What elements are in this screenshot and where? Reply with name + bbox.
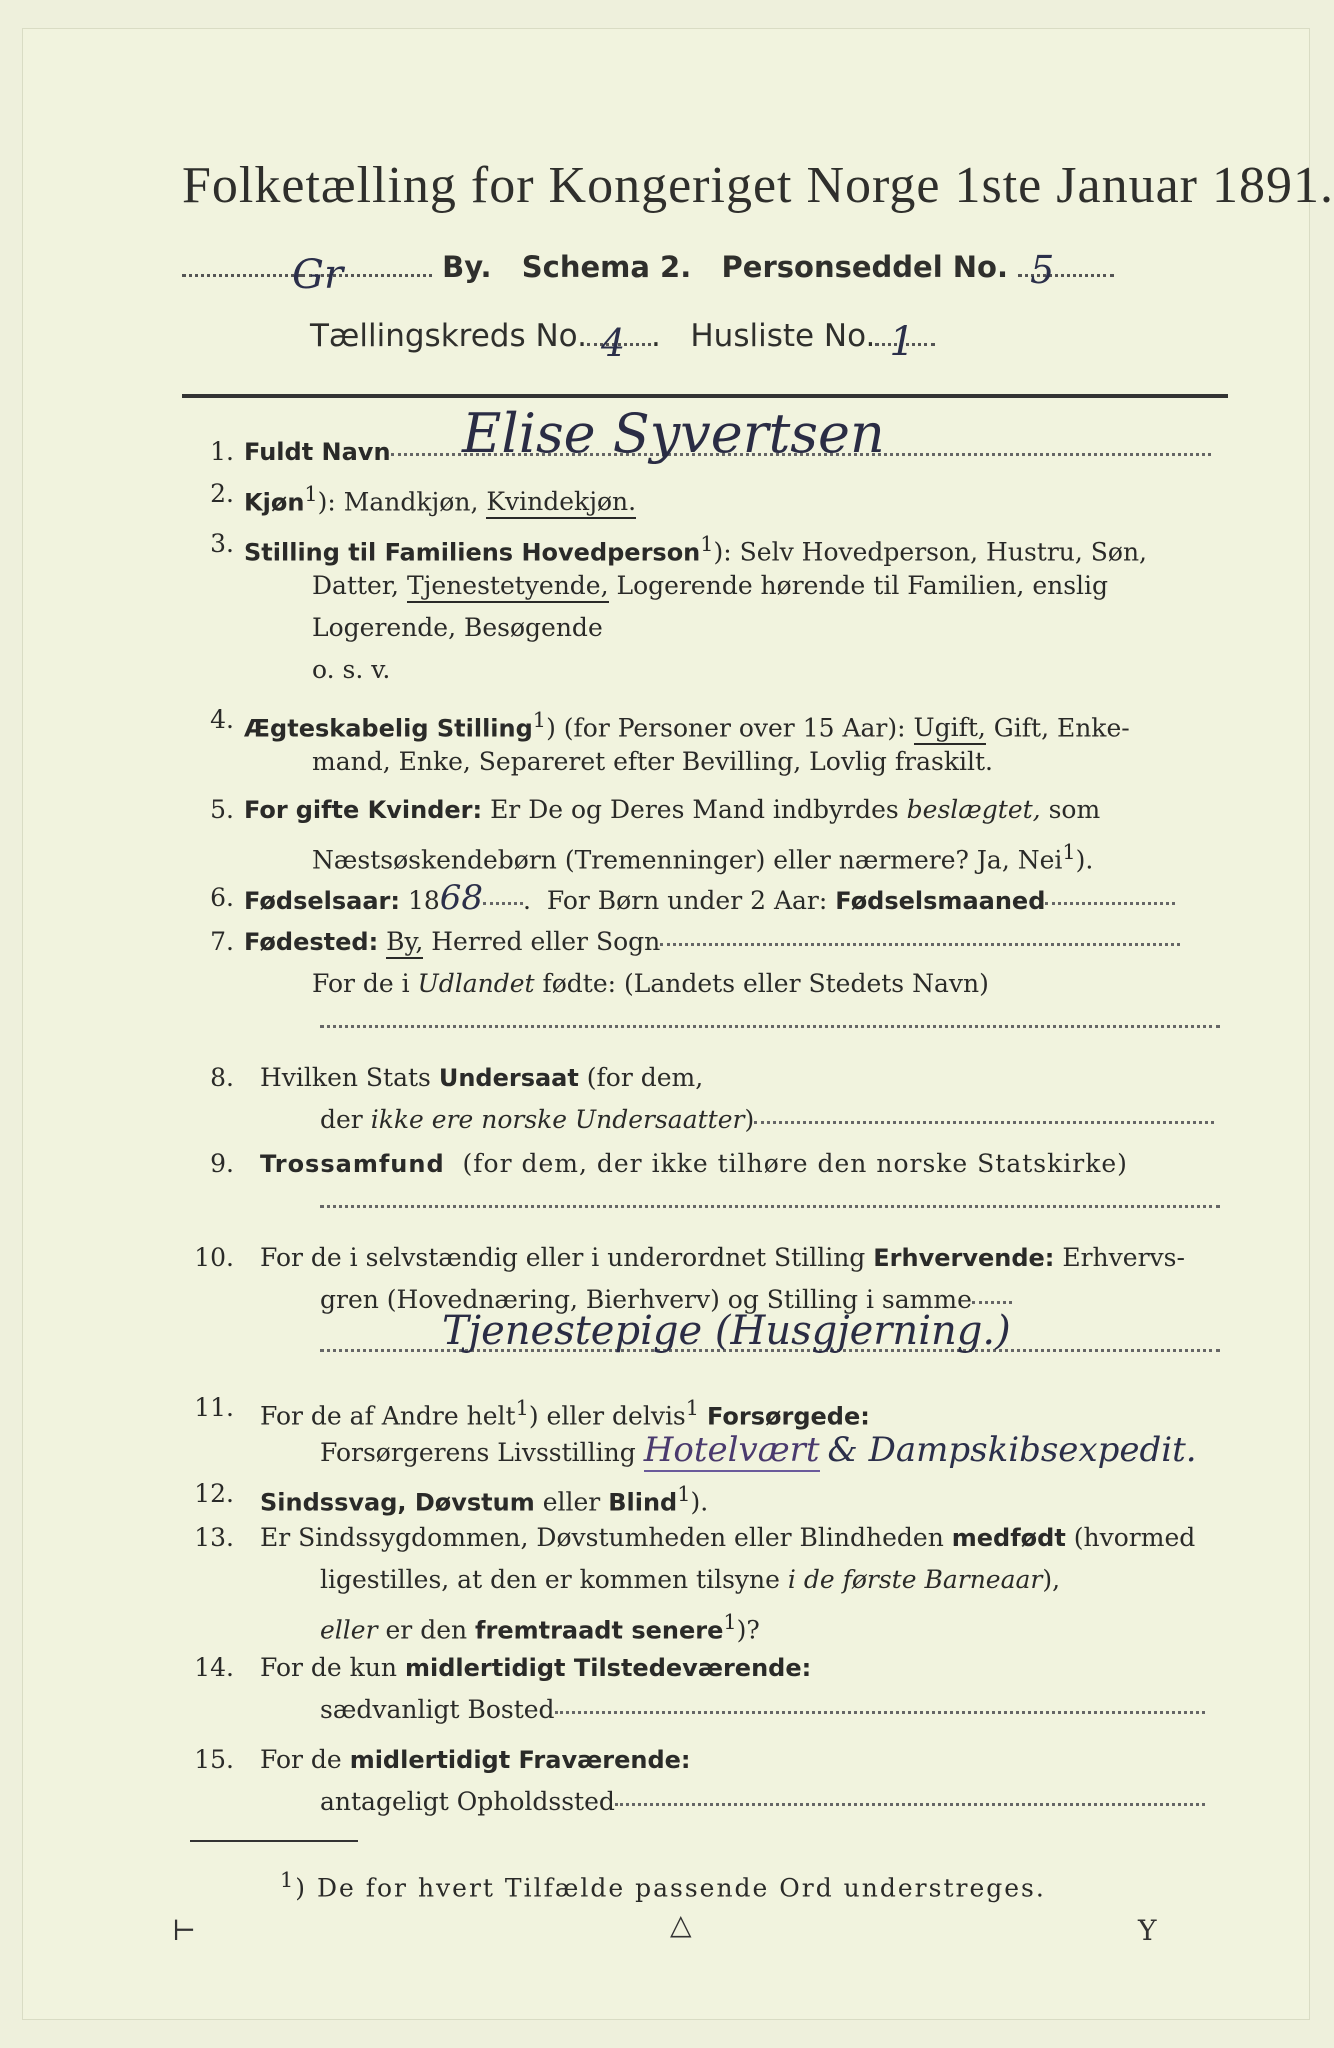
footnote-separator xyxy=(190,1840,358,1842)
q14-number: 14. xyxy=(194,1653,234,1682)
q13-line2: ligestilles, at den er kommen tilsyne i de første Barneaar), xyxy=(320,1565,1061,1594)
q3-line3: Logerende, Besøgende xyxy=(312,613,603,642)
form-title: Folketælling for Kongeriget Norge 1ste Januar 1891. xyxy=(182,157,1334,214)
q1-answer: Elise Syvertsen xyxy=(462,402,885,465)
q5-line2: Næstsøskendebørn (Tremenninger) eller nærmere? Ja, Nei$^1$). xyxy=(312,840,1094,875)
q14-line2: sædvanligt Bosted xyxy=(320,1690,1205,1730)
q5-number: 5. xyxy=(210,795,234,824)
q4-line2: mand, Enke, Separeret efter Bevilling, Lovlig fraskilt. xyxy=(312,747,993,776)
q2-selected: Kvindekjøn. xyxy=(486,487,636,519)
q7-number: 7. xyxy=(210,927,234,956)
q2-line: Kjøn$^1$): Mandkjøn, Kvindekjøn. xyxy=(244,474,636,522)
husliste-label: Husliste No. xyxy=(690,318,876,354)
q11-line1: For de af Andre helt$^1$) eller delvis$^1$ Forsørgede: xyxy=(260,1396,870,1431)
town-handwritten: Gr xyxy=(292,252,344,298)
census-form xyxy=(22,28,1334,2020)
q7-line1: Fødested: By, Herred eller Sogn xyxy=(244,922,1180,962)
q7-selected: By, xyxy=(386,927,423,959)
q2-number: 2. xyxy=(210,479,234,508)
q9-fill xyxy=(320,1184,1220,1224)
q1-number: 1. xyxy=(210,437,234,466)
q15-number: 15. xyxy=(194,1745,234,1774)
q10-answer: Tjenestepige (Husgjerning.) xyxy=(442,1308,1011,1354)
by-label: By. xyxy=(442,250,492,284)
kreds-number: 4 xyxy=(600,321,626,365)
q6-line: Fødselsaar: 1868 . For Børn under 2 Aar: Fødselsmaaned xyxy=(244,878,1175,921)
q10-line2: gren (Hovednæring, Bierhverv) og Stilling i samme xyxy=(320,1280,1012,1320)
q10-number: 10. xyxy=(194,1243,234,1272)
q13-line3: eller er den fremtraadt senere$^1$)? xyxy=(320,1610,760,1645)
q3-line1: Stilling til Familiens Hovedperson$^1$): Selv Hovedperson, Hustru, Søn, xyxy=(244,532,1148,567)
q8-line2: der ikke ere norske Undersaatter) xyxy=(320,1100,1214,1140)
q7-line2: For de i Udlandet fødte: (Landets eller Stedets Navn) xyxy=(312,969,989,998)
corner-mark-right: Y xyxy=(1138,1914,1157,1947)
personseddel-label: Personseddel No. xyxy=(721,250,1008,284)
q3-number: 3. xyxy=(210,529,234,558)
schema-label: Schema 2. xyxy=(521,250,692,284)
q11-answer-a: Hotelvært xyxy=(643,1430,820,1470)
q5-line1: For gifte Kvinder: Er De og Deres Mand indbyrdes beslægtet, som xyxy=(244,795,1101,824)
q4-number: 4. xyxy=(210,705,234,734)
q15-line2: antageligt Opholdssted xyxy=(320,1782,1205,1822)
q6-year: 68 xyxy=(439,878,484,918)
q9-number: 9. xyxy=(210,1149,234,1178)
q3-line2: Datter, Tjenestetyende, Logerende hørende til Familien, enslig xyxy=(312,566,1108,606)
q8-number: 8. xyxy=(210,1063,234,1092)
q13-number: 13. xyxy=(194,1523,234,1552)
q15-line1: For de midlertidigt Fraværende: xyxy=(260,1745,691,1774)
q11-number: 11. xyxy=(194,1393,234,1422)
q11-line2: Forsørgerens Livsstilling Hotelvært & Dampskibsexpedit. xyxy=(320,1430,1197,1470)
q7-fill xyxy=(320,1004,1220,1044)
q3-selected: Tjenestetyende, xyxy=(407,571,609,603)
header-rule xyxy=(182,394,1228,398)
q11-answer-b: & Dampskibsexpedit. xyxy=(827,1430,1197,1470)
q4-selected: Ugift, xyxy=(914,713,986,745)
q8-line1: Hvilken Stats Undersaat (for dem, xyxy=(260,1063,704,1092)
q6-number: 6. xyxy=(210,883,234,912)
q1-label: Fuldt Navn xyxy=(244,438,391,466)
husliste-number: 1 xyxy=(889,319,915,365)
q3-line4: o. s. v. xyxy=(312,655,391,684)
q9-line1: Trossamfund (for dem, der ikke tilhøre den norske Statskirke) xyxy=(260,1149,1128,1178)
q4-line1: Ægteskabelig Stilling$^1$) (for Personer over 15 Aar): Ugift, Gift, Enke- xyxy=(244,700,1130,748)
form-subheader xyxy=(182,248,1114,298)
corner-mark-left: ⊢ xyxy=(172,1914,197,1947)
q13-line1: Er Sindssygdommen, Døvstumheden eller Blindheden medfødt (hvormed xyxy=(260,1523,1196,1552)
personseddel-number: 5 xyxy=(1030,248,1055,292)
corner-mark-center: △ xyxy=(670,1908,692,1941)
footnote: $^1$) De for hvert Tilfælde passende Ord understreges. xyxy=(280,1868,1046,1903)
q12-number: 12. xyxy=(194,1479,234,1508)
q10-line1: For de i selvstændig eller i underordnet Stilling Erhvervende: Erhvervs- xyxy=(260,1243,1185,1272)
kreds-label: Tællingskreds No. xyxy=(310,318,587,354)
kreds-row: Tællingskreds No. 4 . Husliste No. 1 xyxy=(310,318,935,354)
q14-line1: For de kun midlertidigt Tilstedeværende: xyxy=(260,1653,812,1682)
q12-line: Sindssvag, Døvstum eller Blind$^1$). xyxy=(260,1482,709,1517)
